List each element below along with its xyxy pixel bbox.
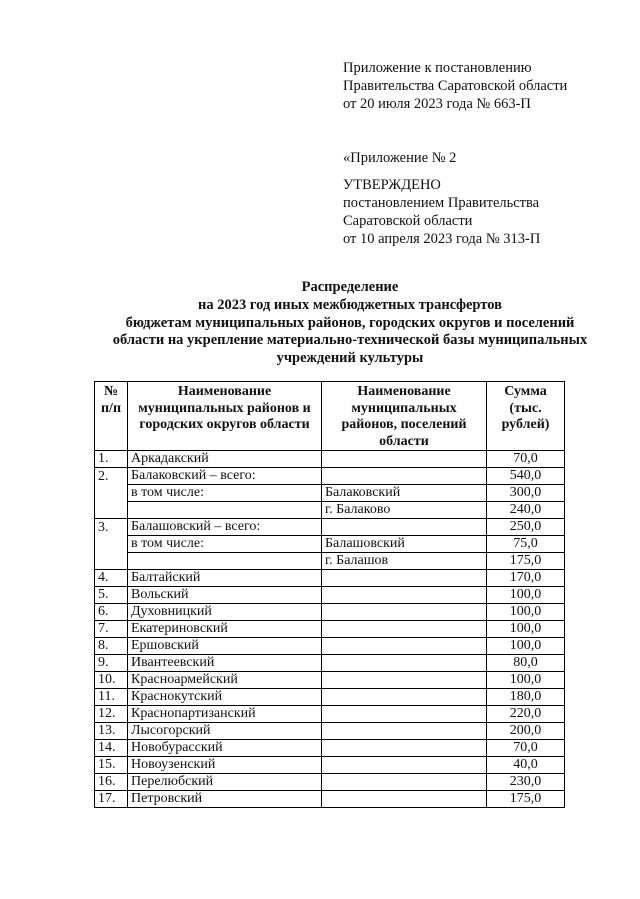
cell-district: Духовницкий <box>128 604 322 621</box>
cell-settlement <box>322 519 487 536</box>
cell-sum: 175,0 <box>487 553 565 570</box>
cell-num: 12. <box>95 706 128 723</box>
cell-sum: 80,0 <box>487 655 565 672</box>
cell-num: 7. <box>95 621 128 638</box>
cell-sum: 220,0 <box>487 706 565 723</box>
table-row <box>95 655 565 672</box>
cell-district: Новоузенский <box>128 757 322 774</box>
cell-district: Ивантеевский <box>128 655 322 672</box>
cell-district: Балашовский – всего: <box>128 519 322 536</box>
cell-num: 13. <box>95 723 128 740</box>
table-row <box>95 757 565 774</box>
approved-line: постановлением Правительства <box>343 195 540 211</box>
cell-district: Красноармейский <box>128 672 322 689</box>
cell-district: Ершовский <box>128 638 322 655</box>
table-row <box>95 536 565 553</box>
cell-settlement <box>322 706 487 723</box>
cell-settlement <box>322 604 487 621</box>
table-row <box>95 587 565 604</box>
cell-num <box>95 502 128 519</box>
cell-settlement <box>322 468 487 485</box>
title-line: области на укрепление материально-технической базы муниципальных <box>112 332 588 349</box>
cell-settlement <box>322 774 487 791</box>
table-row <box>95 706 565 723</box>
cell-settlement <box>322 451 487 468</box>
cell-settlement <box>322 570 487 587</box>
cell-sum: 240,0 <box>487 502 565 519</box>
approval-stamp-text <box>343 176 540 248</box>
cell-num: 16. <box>95 774 128 791</box>
table-row <box>95 672 565 689</box>
distribution-table <box>94 381 565 808</box>
cell-sum: 200,0 <box>487 723 565 740</box>
cell-district: Екатериновский <box>128 621 322 638</box>
cell-settlement <box>322 672 487 689</box>
cell-settlement: Балашовский <box>322 536 487 553</box>
cell-district: Новобурасский <box>128 740 322 757</box>
cell-district: Балтайский <box>128 570 322 587</box>
cell-settlement: г. Балаково <box>322 502 487 519</box>
header-num: № п/п <box>95 382 128 451</box>
cell-sum: 540,0 <box>487 468 565 485</box>
title-line: на 2023 год иных межбюджетных трансфертов <box>198 296 502 313</box>
attachment-line: Приложение к постановлению <box>343 60 532 76</box>
table-row <box>95 774 565 791</box>
table-row <box>95 689 565 706</box>
cell-sum: 70,0 <box>487 740 565 757</box>
cell-settlement <box>322 689 487 706</box>
title-line: бюджетам муниципальных районов, городских округов и поселений <box>125 314 575 331</box>
cell-num: 17. <box>95 791 128 808</box>
table-row <box>95 638 565 655</box>
cell-district: Аркадакский <box>128 451 322 468</box>
cell-num <box>95 553 128 570</box>
cell-settlement <box>322 791 487 808</box>
table-row <box>95 740 565 757</box>
cell-num <box>95 536 128 553</box>
cell-num: 11. <box>95 689 128 706</box>
cell-district: в том числе: <box>128 536 322 553</box>
cell-district: в том числе: <box>128 485 322 502</box>
cell-settlement: Балаковский <box>322 485 487 502</box>
cell-settlement <box>322 638 487 655</box>
cell-district: Краснопартизанский <box>128 706 322 723</box>
cell-district: Перелюбский <box>128 774 322 791</box>
cell-sum: 250,0 <box>487 519 565 536</box>
cell-district: Петровский <box>128 791 322 808</box>
table-row <box>95 604 565 621</box>
title-line: Распределение <box>301 279 399 295</box>
cell-num: 3. <box>95 519 128 536</box>
cell-num: 5. <box>95 587 128 604</box>
cell-sum: 100,0 <box>487 672 565 689</box>
cell-district: Вольский <box>128 587 322 604</box>
approved-line: Саратовской области <box>343 213 473 229</box>
cell-num: 8. <box>95 638 128 655</box>
cell-num: 6. <box>95 604 128 621</box>
title-line: учреждений культуры <box>276 350 424 367</box>
cell-sum: 75,0 <box>487 536 565 553</box>
header-district: Наименование муниципальных районов и городских округов области <box>128 382 322 451</box>
cell-sum: 180,0 <box>487 689 565 706</box>
cell-num: 14. <box>95 740 128 757</box>
approved-heading: УТВЕРЖДЕНО <box>343 177 441 193</box>
cell-sum: 300,0 <box>487 485 565 502</box>
cell-sum: 40,0 <box>487 757 565 774</box>
table-header-row <box>95 382 565 451</box>
cell-settlement <box>322 740 487 757</box>
cell-settlement <box>322 655 487 672</box>
cell-settlement <box>322 757 487 774</box>
document-title <box>100 279 600 368</box>
cell-sum: 170,0 <box>487 570 565 587</box>
cell-settlement: г. Балашов <box>322 553 487 570</box>
cell-num: 10. <box>95 672 128 689</box>
cell-sum: 100,0 <box>487 621 565 638</box>
table-row <box>95 570 565 587</box>
cell-sum: 100,0 <box>487 638 565 655</box>
cell-settlement <box>322 723 487 740</box>
table-row <box>95 553 565 570</box>
cell-num: 2. <box>95 468 128 485</box>
attachment-line: Правительства Саратовской области <box>343 78 568 94</box>
table-row <box>95 468 565 485</box>
header-settlement: Наименование муниципальных районов, поселений области <box>322 382 487 451</box>
approved-line: от 10 апреля 2023 года № 313-П <box>343 231 541 247</box>
appendix-label <box>343 149 456 167</box>
cell-district: Лысогорский <box>128 723 322 740</box>
appendix-line: «Приложение № 2 <box>343 150 457 166</box>
table-row <box>95 791 565 808</box>
cell-num <box>95 485 128 502</box>
cell-num: 4. <box>95 570 128 587</box>
cell-district <box>128 502 322 519</box>
header-sum: Сумма (тыс. рублей) <box>487 382 565 451</box>
cell-num: 1. <box>95 451 128 468</box>
cell-sum: 175,0 <box>487 791 565 808</box>
table-row <box>95 621 565 638</box>
table-row <box>95 451 565 468</box>
table-row <box>95 723 565 740</box>
cell-sum: 70,0 <box>487 451 565 468</box>
attachment-line: от 20 июля 2023 года № 663-П <box>343 96 531 112</box>
cell-district <box>128 553 322 570</box>
table-row <box>95 485 565 502</box>
table-row <box>95 502 565 519</box>
cell-settlement <box>322 621 487 638</box>
cell-sum: 100,0 <box>487 587 565 604</box>
attachment-note <box>343 59 567 113</box>
cell-district: Краснокутский <box>128 689 322 706</box>
cell-settlement <box>322 587 487 604</box>
cell-num: 15. <box>95 757 128 774</box>
cell-num: 9. <box>95 655 128 672</box>
cell-sum: 100,0 <box>487 604 565 621</box>
cell-sum: 230,0 <box>487 774 565 791</box>
cell-district: Балаковский – всего: <box>128 468 322 485</box>
table-row <box>95 519 565 536</box>
